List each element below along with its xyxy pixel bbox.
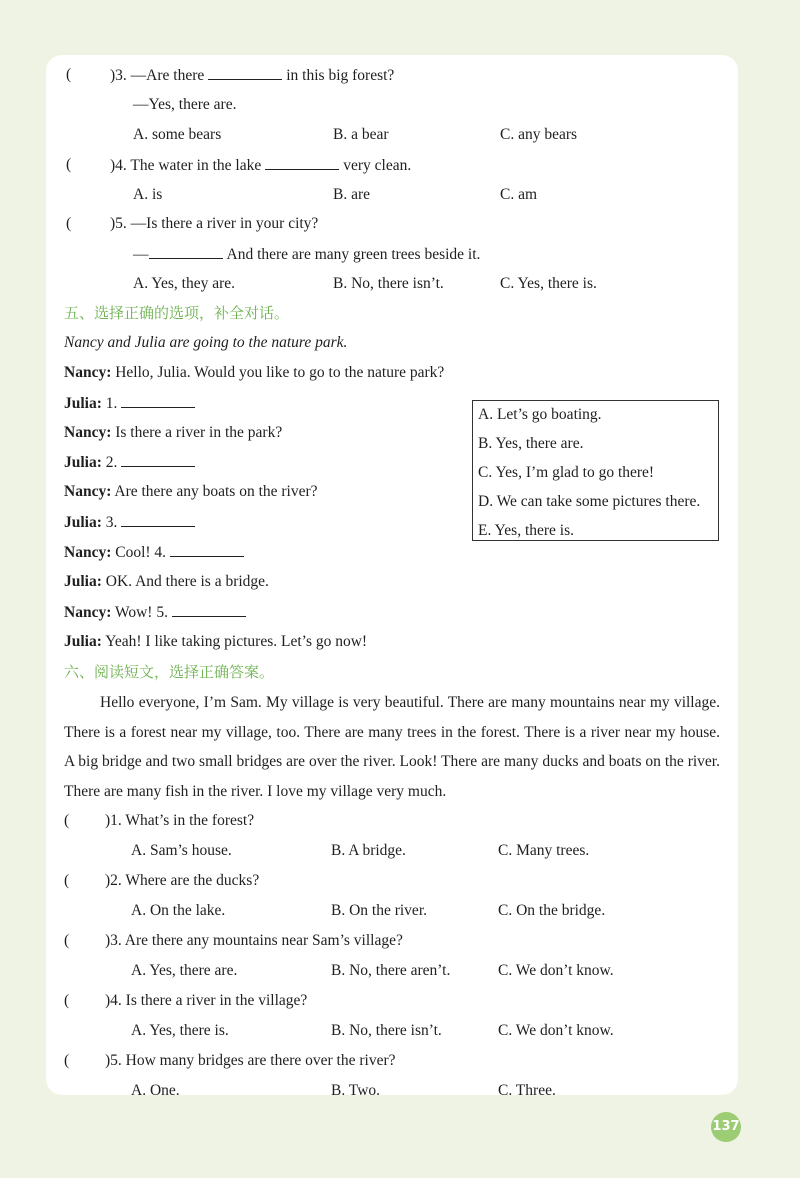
dialogue-line-4: Julia: 2. bbox=[64, 452, 199, 473]
q4-5-stem: )5. —Is there a river in your city? bbox=[110, 215, 319, 232]
q6-2-option-b: B. On the river. bbox=[331, 902, 427, 919]
answer-blank[interactable] bbox=[265, 155, 339, 170]
options-box bbox=[472, 400, 719, 541]
q6-2-option-a: A. On the lake. bbox=[131, 902, 226, 919]
q4-5-paren: ( bbox=[66, 215, 72, 232]
dialogue-line-6: Julia: 3. bbox=[64, 512, 199, 533]
answer-blank[interactable] bbox=[170, 542, 244, 557]
dialogue-line-9: Nancy: Wow! 5. bbox=[64, 602, 250, 623]
q6-1-option-b: B. A bridge. bbox=[331, 842, 406, 859]
q6-1-option-a: A. Sam’s house. bbox=[131, 842, 232, 859]
section-6-title: 六、阅读短文，选择正确答案。 bbox=[64, 663, 275, 681]
q4-3-reply: —Yes, there are. bbox=[133, 96, 237, 113]
page-number: 137 bbox=[711, 1112, 741, 1142]
q6-3-option-c: C. We don’t know. bbox=[498, 962, 614, 979]
q6-5-option-a: A. One. bbox=[131, 1082, 180, 1099]
dialogue-line-8: Julia: OK. And there is a bridge. bbox=[64, 573, 269, 590]
dialogue-line-1: Nancy: Hello, Julia. Would you like to go to the nature park? bbox=[64, 364, 445, 381]
section-5-intro: Nancy and Julia are going to the nature park. bbox=[64, 334, 348, 351]
answer-blank[interactable] bbox=[172, 602, 246, 617]
q6-5-option-c: C. Three. bbox=[498, 1082, 556, 1099]
q6-3-option-a: A. Yes, there are. bbox=[131, 962, 238, 979]
dialogue-line-7: Nancy: Cool! 4. bbox=[64, 542, 248, 563]
q4-4-option-c: C. am bbox=[500, 186, 538, 203]
q4-3-option-c: C. any bears bbox=[500, 126, 578, 143]
q6-1-option-c: C. Many trees. bbox=[498, 842, 590, 859]
dialogue-line-3: Nancy: Is there a river in the park? bbox=[64, 424, 283, 441]
q6-2-option-c: C. On the bridge. bbox=[498, 902, 606, 919]
dialogue-line-5: Nancy: Are there any boats on the river? bbox=[64, 483, 318, 500]
q4-4-paren: ( bbox=[66, 156, 72, 173]
q6-5-paren: ( bbox=[64, 1052, 70, 1069]
q6-2-stem: )2. Where are the ducks? bbox=[105, 872, 260, 889]
q4-3-stem: )3. —Are there in this big forest? bbox=[110, 67, 395, 84]
q6-3-option-b: B. No, there aren’t. bbox=[331, 962, 451, 979]
q4-4-option-a: A. is bbox=[133, 186, 163, 203]
answer-blank[interactable] bbox=[121, 452, 195, 467]
q4-3-option-b: B. a bear bbox=[333, 126, 389, 143]
answer-blank[interactable] bbox=[208, 65, 282, 80]
q6-3-stem: )3. Are there any mountains near Sam’s village? bbox=[105, 932, 403, 949]
option-c: C. Yes, I’m glad to go there! bbox=[478, 464, 655, 481]
option-d: D. We can take some pictures there. bbox=[478, 493, 701, 510]
answer-blank[interactable] bbox=[149, 244, 223, 259]
q4-3-paren: ( bbox=[66, 66, 72, 83]
q6-4-paren: ( bbox=[64, 992, 70, 1009]
q4-4-stem: )4. The water in the lake very clean. bbox=[110, 157, 412, 174]
option-e: E. Yes, there is. bbox=[478, 522, 575, 539]
q4-4-option-b: B. are bbox=[333, 186, 371, 203]
q6-4-option-a: A. Yes, there is. bbox=[131, 1022, 229, 1039]
option-b: B. Yes, there are. bbox=[478, 435, 584, 452]
reading-passage: Hello everyone, I’m Sam. My village is very beautiful. There are many mountains near my village. There is a forest near my village, too. There are many trees in the forest. There is a river near my house. A big bridge and two small bridges are over the river. Look! There are many ducks and boats on the river. There are many fish in the river. I love my village very much. bbox=[64, 694, 720, 800]
dialogue-line-10: Julia: Yeah! I like taking pictures. Let’s go now! bbox=[64, 633, 368, 650]
q4-5-reply: — And there are many green trees beside it. bbox=[133, 246, 481, 263]
answer-blank[interactable] bbox=[121, 512, 195, 527]
q6-5-stem: )5. How many bridges are there over the river? bbox=[105, 1052, 396, 1069]
q4-5-option-a: A. Yes, they are. bbox=[133, 275, 236, 292]
q6-4-option-b: B. No, there isn’t. bbox=[331, 1022, 442, 1039]
q6-1-paren: ( bbox=[64, 812, 70, 829]
q6-1-stem: )1. What’s in the forest? bbox=[105, 812, 255, 829]
option-a: A. Let’s go boating. bbox=[478, 406, 602, 423]
answer-blank[interactable] bbox=[121, 393, 195, 408]
section-5-title: 五、选择正确的选项，补全对话。 bbox=[64, 304, 290, 322]
q4-3-option-a: A. some bears bbox=[133, 126, 222, 143]
q4-5-option-b: B. No, there isn’t. bbox=[333, 275, 444, 292]
q6-4-stem: )4. Is there a river in the village? bbox=[105, 992, 308, 1009]
q6-2-paren: ( bbox=[64, 872, 70, 889]
dialogue-line-2: Julia: 1. bbox=[64, 393, 199, 414]
q6-4-option-c: C. We don’t know. bbox=[498, 1022, 614, 1039]
q4-5-option-c: C. Yes, there is. bbox=[500, 275, 597, 292]
q6-3-paren: ( bbox=[64, 932, 70, 949]
q6-5-option-b: B. Two. bbox=[331, 1082, 381, 1099]
